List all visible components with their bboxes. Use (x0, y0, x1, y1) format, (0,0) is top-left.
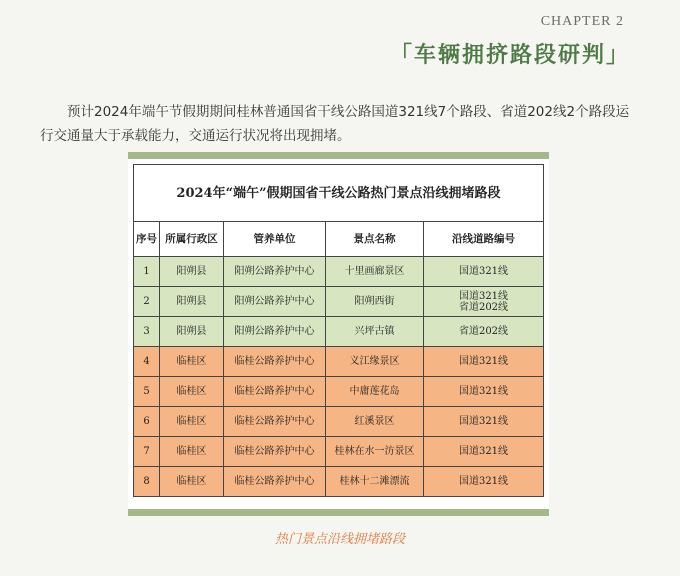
table-row (134, 407, 544, 437)
cell-spot: 桂林十二滩漂流 (326, 467, 424, 497)
cell-road: 国道321线 (424, 407, 544, 437)
cell-district: 阳朔县 (160, 317, 224, 347)
congestion-table (133, 164, 544, 497)
cell-unit: 临桂公路养护中心 (224, 407, 326, 437)
cell-road: 国道321线 (424, 347, 544, 377)
cell-unit: 临桂公路养护中心 (224, 467, 326, 497)
table-row (134, 467, 544, 497)
cell-no: 7 (134, 437, 160, 467)
cell-road: 国道321线 (424, 257, 544, 287)
section-title: 「车辆拥挤路段研判」 (389, 43, 630, 68)
column-header-district: 所属行政区 (160, 222, 224, 257)
intro-paragraph: 预计2024年端午节假期期间桂林普通国省干线公路国道321线7个路段、省道202线2个路段运行交通量大于承载能力，交通运行状况将出现拥堵。 (40, 103, 630, 144)
cell-district: 阳朔县 (160, 287, 224, 317)
cell-spot: 红溪景区 (326, 407, 424, 437)
cell-unit: 临桂公路养护中心 (224, 437, 326, 467)
table-caption-row (134, 165, 544, 222)
cell-district: 临桂区 (160, 347, 224, 377)
cell-spot: 兴坪古镇 (326, 317, 424, 347)
cell-spot: 中庸莲花岛 (326, 377, 424, 407)
cell-spot: 桂林在水一汸景区 (326, 437, 424, 467)
cell-no: 1 (134, 257, 160, 287)
table-row (134, 287, 544, 317)
table-row (134, 317, 544, 347)
cell-district: 临桂区 (160, 437, 224, 467)
cell-road: 省道202线 (424, 317, 544, 347)
table-row (134, 347, 544, 377)
table-row (134, 257, 544, 287)
chapter-label: CHAPTER 2 (540, 14, 624, 29)
table-row (134, 377, 544, 407)
cell-no: 2 (134, 287, 160, 317)
cell-unit: 阳朔公路养护中心 (224, 257, 326, 287)
column-header-no: 序号 (134, 222, 160, 257)
cell-spot: 义江缘景区 (326, 347, 424, 377)
cell-spot: 阳朔西街 (326, 287, 424, 317)
cell-no: 5 (134, 377, 160, 407)
cell-road: 国道321线 省道202线 (424, 287, 544, 317)
cell-no: 3 (134, 317, 160, 347)
cell-no: 6 (134, 407, 160, 437)
cell-unit: 临桂公路养护中心 (224, 377, 326, 407)
table-header-row (134, 222, 544, 257)
cell-road: 国道321线 (424, 437, 544, 467)
column-header-unit: 管养单位 (224, 222, 326, 257)
column-header-spot: 景点名称 (326, 222, 424, 257)
cell-road: 国道321线 (424, 467, 544, 497)
cell-spot: 十里画廊景区 (326, 257, 424, 287)
cell-road: 国道321线 (424, 377, 544, 407)
column-header-road: 沿线道路编号 (424, 222, 544, 257)
figure-caption: 热门景点沿线拥堵路段 (274, 532, 405, 547)
cell-district: 阳朔县 (160, 257, 224, 287)
cell-district: 临桂区 (160, 407, 224, 437)
cell-district: 临桂区 (160, 377, 224, 407)
cell-no: 8 (134, 467, 160, 497)
cell-unit: 临桂公路养护中心 (224, 347, 326, 377)
cell-unit: 阳朔公路养护中心 (224, 287, 326, 317)
cell-no: 4 (134, 347, 160, 377)
cell-district: 临桂区 (160, 467, 224, 497)
table-row (134, 437, 544, 467)
table-caption: 2024年“端午”假期国省干线公路热门景点沿线拥堵路段 (134, 165, 544, 222)
cell-unit: 阳朔公路养护中心 (224, 317, 326, 347)
table-frame (128, 152, 549, 516)
